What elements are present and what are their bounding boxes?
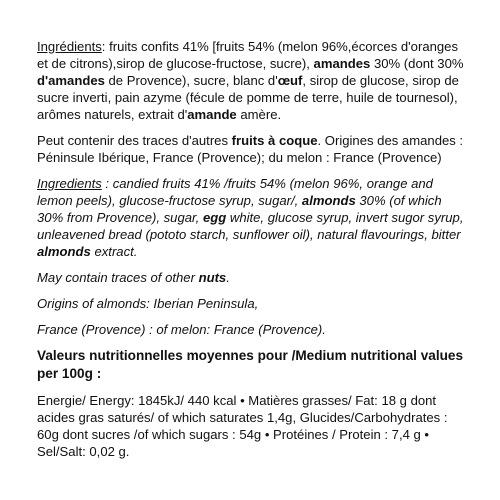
- fr-ingredients-paragraph: [37, 38, 467, 123]
- fr-ingredients-text-5: amère.: [236, 107, 282, 122]
- fr-traces-text-2: . Origines des amandes : Péninsule Ibérique, France (Provence); du melon : France (Provence): [37, 133, 464, 165]
- en-ingredients-text-3: white, glucose syrup, invert sugor syrup, unleavened bread (pototo starch, sunflower oil), natural flavourings, bitter: [37, 210, 464, 242]
- allergen-oeuf: œuf: [277, 73, 303, 88]
- allergen-amande: amande: [187, 107, 237, 122]
- fr-ingredients-title: Ingrédients: [37, 39, 102, 54]
- en-origins-line-1: Origins of almonds: Iberian Peninsula,: [37, 296, 259, 311]
- en-ingredients-paragraph: [37, 175, 467, 260]
- en-ingredients-text-4: extract.: [90, 244, 138, 259]
- fr-traces-text-1: Peut contenir des traces d'autres: [37, 133, 232, 148]
- en-traces-text-1: May contain traces of other: [37, 270, 199, 285]
- fr-ingredients-text-3: de Provence), sucre, blanc d': [104, 73, 278, 88]
- allergen-damandes: d'amandes: [37, 73, 105, 88]
- allergen-amandes: amandes: [313, 56, 371, 71]
- en-ingredients-text-1: : candied fruits 41% /fruits 54% (melon 96%, orange and lemon peels), glucose-fructose syrup, sugar/,: [37, 176, 433, 208]
- fr-ingredients-text-1: : fruits confits 41% [fruits 54% (melon 96%,écorces d'oranges et de citrons),sirop de glucose-fructose, sucre),: [37, 39, 458, 71]
- allergen-nuts: nuts: [198, 270, 227, 285]
- allergen-fruits-a-coque: fruits à coque: [231, 133, 318, 148]
- nutrition-heading: Valeurs nutritionnelles moyennes pour /Medium nutritional values per 100g :: [37, 348, 464, 381]
- en-ingredients-text-2: 30% (of which 30% from Provence), sugar,: [37, 193, 442, 225]
- fr-ingredients-text-2: 30% (dont 30%: [370, 56, 464, 71]
- en-origins-line-2: France (Provence) : of melon: France (Provence).: [37, 322, 326, 337]
- en-traces-paragraph: [37, 269, 467, 286]
- allergen-almonds-2: almonds: [37, 244, 91, 259]
- en-traces-text-2: .: [226, 270, 230, 285]
- fr-traces-paragraph: [37, 132, 467, 166]
- fr-ingredients-text-4: , sirop de glucose, sirop de sucre inverti, pain azyme (fécule de pomme de terre, huile de tournesol), arômes naturels, extrait d': [37, 73, 459, 122]
- allergen-egg: egg: [202, 210, 227, 225]
- ingredients-label: [37, 38, 467, 469]
- allergen-almonds: almonds: [301, 193, 356, 208]
- nutrition-values: Energie/ Energy: 1845kJ/ 440 kcal • Matières grasses/ Fat: 18 g dont acides gras saturés/ of which saturates 1,4g, Glucides/Carbohydrates : 60g dont sucres /of which sugars : 54g • Protéines / Protein : 7,4 g • Sel/Salt: 0,02 g.: [37, 393, 448, 459]
- en-ingredients-title: Ingredients: [37, 176, 102, 191]
